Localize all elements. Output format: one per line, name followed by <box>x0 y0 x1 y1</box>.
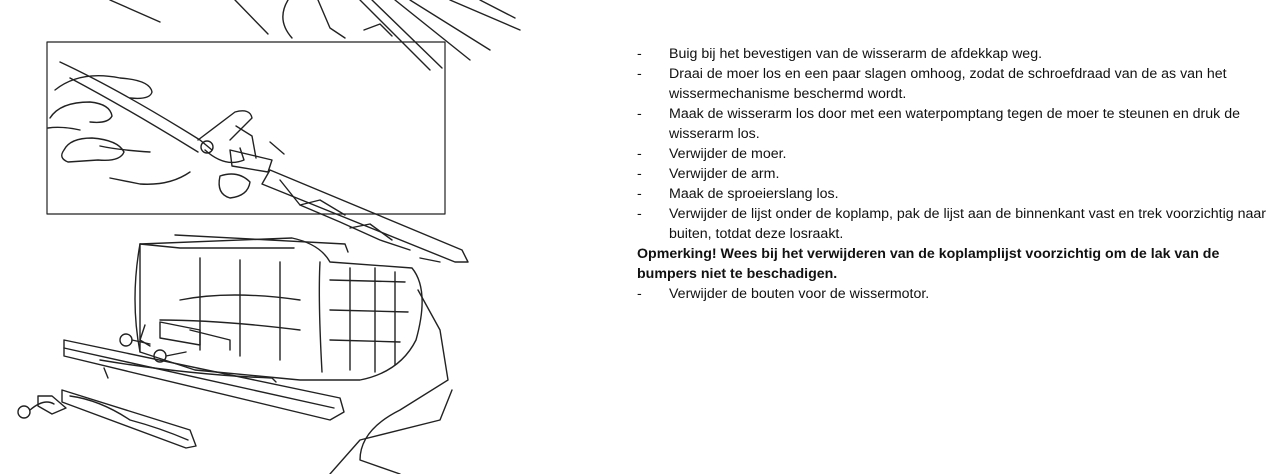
bullet-dash: - <box>637 286 642 302</box>
car-body-lines <box>110 0 520 70</box>
step-text: Draai de moer los en een paar slagen omhoog, zodat de schroefdraad van de as van het wissermechanisme beschermd wordt. <box>669 66 1227 102</box>
step-text: Verwijder de bouten voor de wissermotor. <box>669 286 930 302</box>
step-text: Verwijder de moer. <box>669 146 787 162</box>
warning-note: Opmerking! Wees bij het verwijderen van de koplamplijst voorzichtig om de lak van de bumpers niet te beschadigen. <box>637 246 1220 282</box>
wiper-headlamp-illustration <box>0 0 600 474</box>
instruction-step <box>637 104 1282 144</box>
instruction-step <box>637 184 1282 204</box>
step-text: Buig bij het bevestigen van de wisserarm de afdekkap weg. <box>669 46 1043 62</box>
instruction-list <box>637 44 1282 304</box>
instruction-step <box>637 204 1282 244</box>
wiper-blade <box>38 390 196 448</box>
instruction-step <box>637 44 1282 64</box>
detail-inset-frame <box>47 42 445 214</box>
bullet-dash: - <box>637 106 642 122</box>
step-text: Maak de wisserarm los door met een waterpomptang tegen de moer te steunen en druk de wisserarm los. <box>669 106 1240 142</box>
bullet-dash: - <box>637 66 642 82</box>
step-text: Verwijder de lijst onder de koplamp, pak de lijst aan de binnenkant vast en trek voorzichtig naar buiten, totdat deze losraakt. <box>669 206 1267 242</box>
instruction-step <box>637 284 1282 304</box>
step-text: Maak de sproeierslang los. <box>669 186 839 202</box>
instruction-step <box>637 64 1282 104</box>
bullet-dash: - <box>637 46 642 62</box>
step-text: Verwijder de arm. <box>669 166 780 182</box>
instruction-step <box>637 164 1282 184</box>
instruction-step <box>637 144 1282 164</box>
bullet-dash: - <box>637 206 642 222</box>
bullet-dash: - <box>637 166 642 182</box>
bullet-dash: - <box>637 186 642 202</box>
hand-with-pliers <box>48 62 284 198</box>
bullet-dash: - <box>637 146 642 162</box>
